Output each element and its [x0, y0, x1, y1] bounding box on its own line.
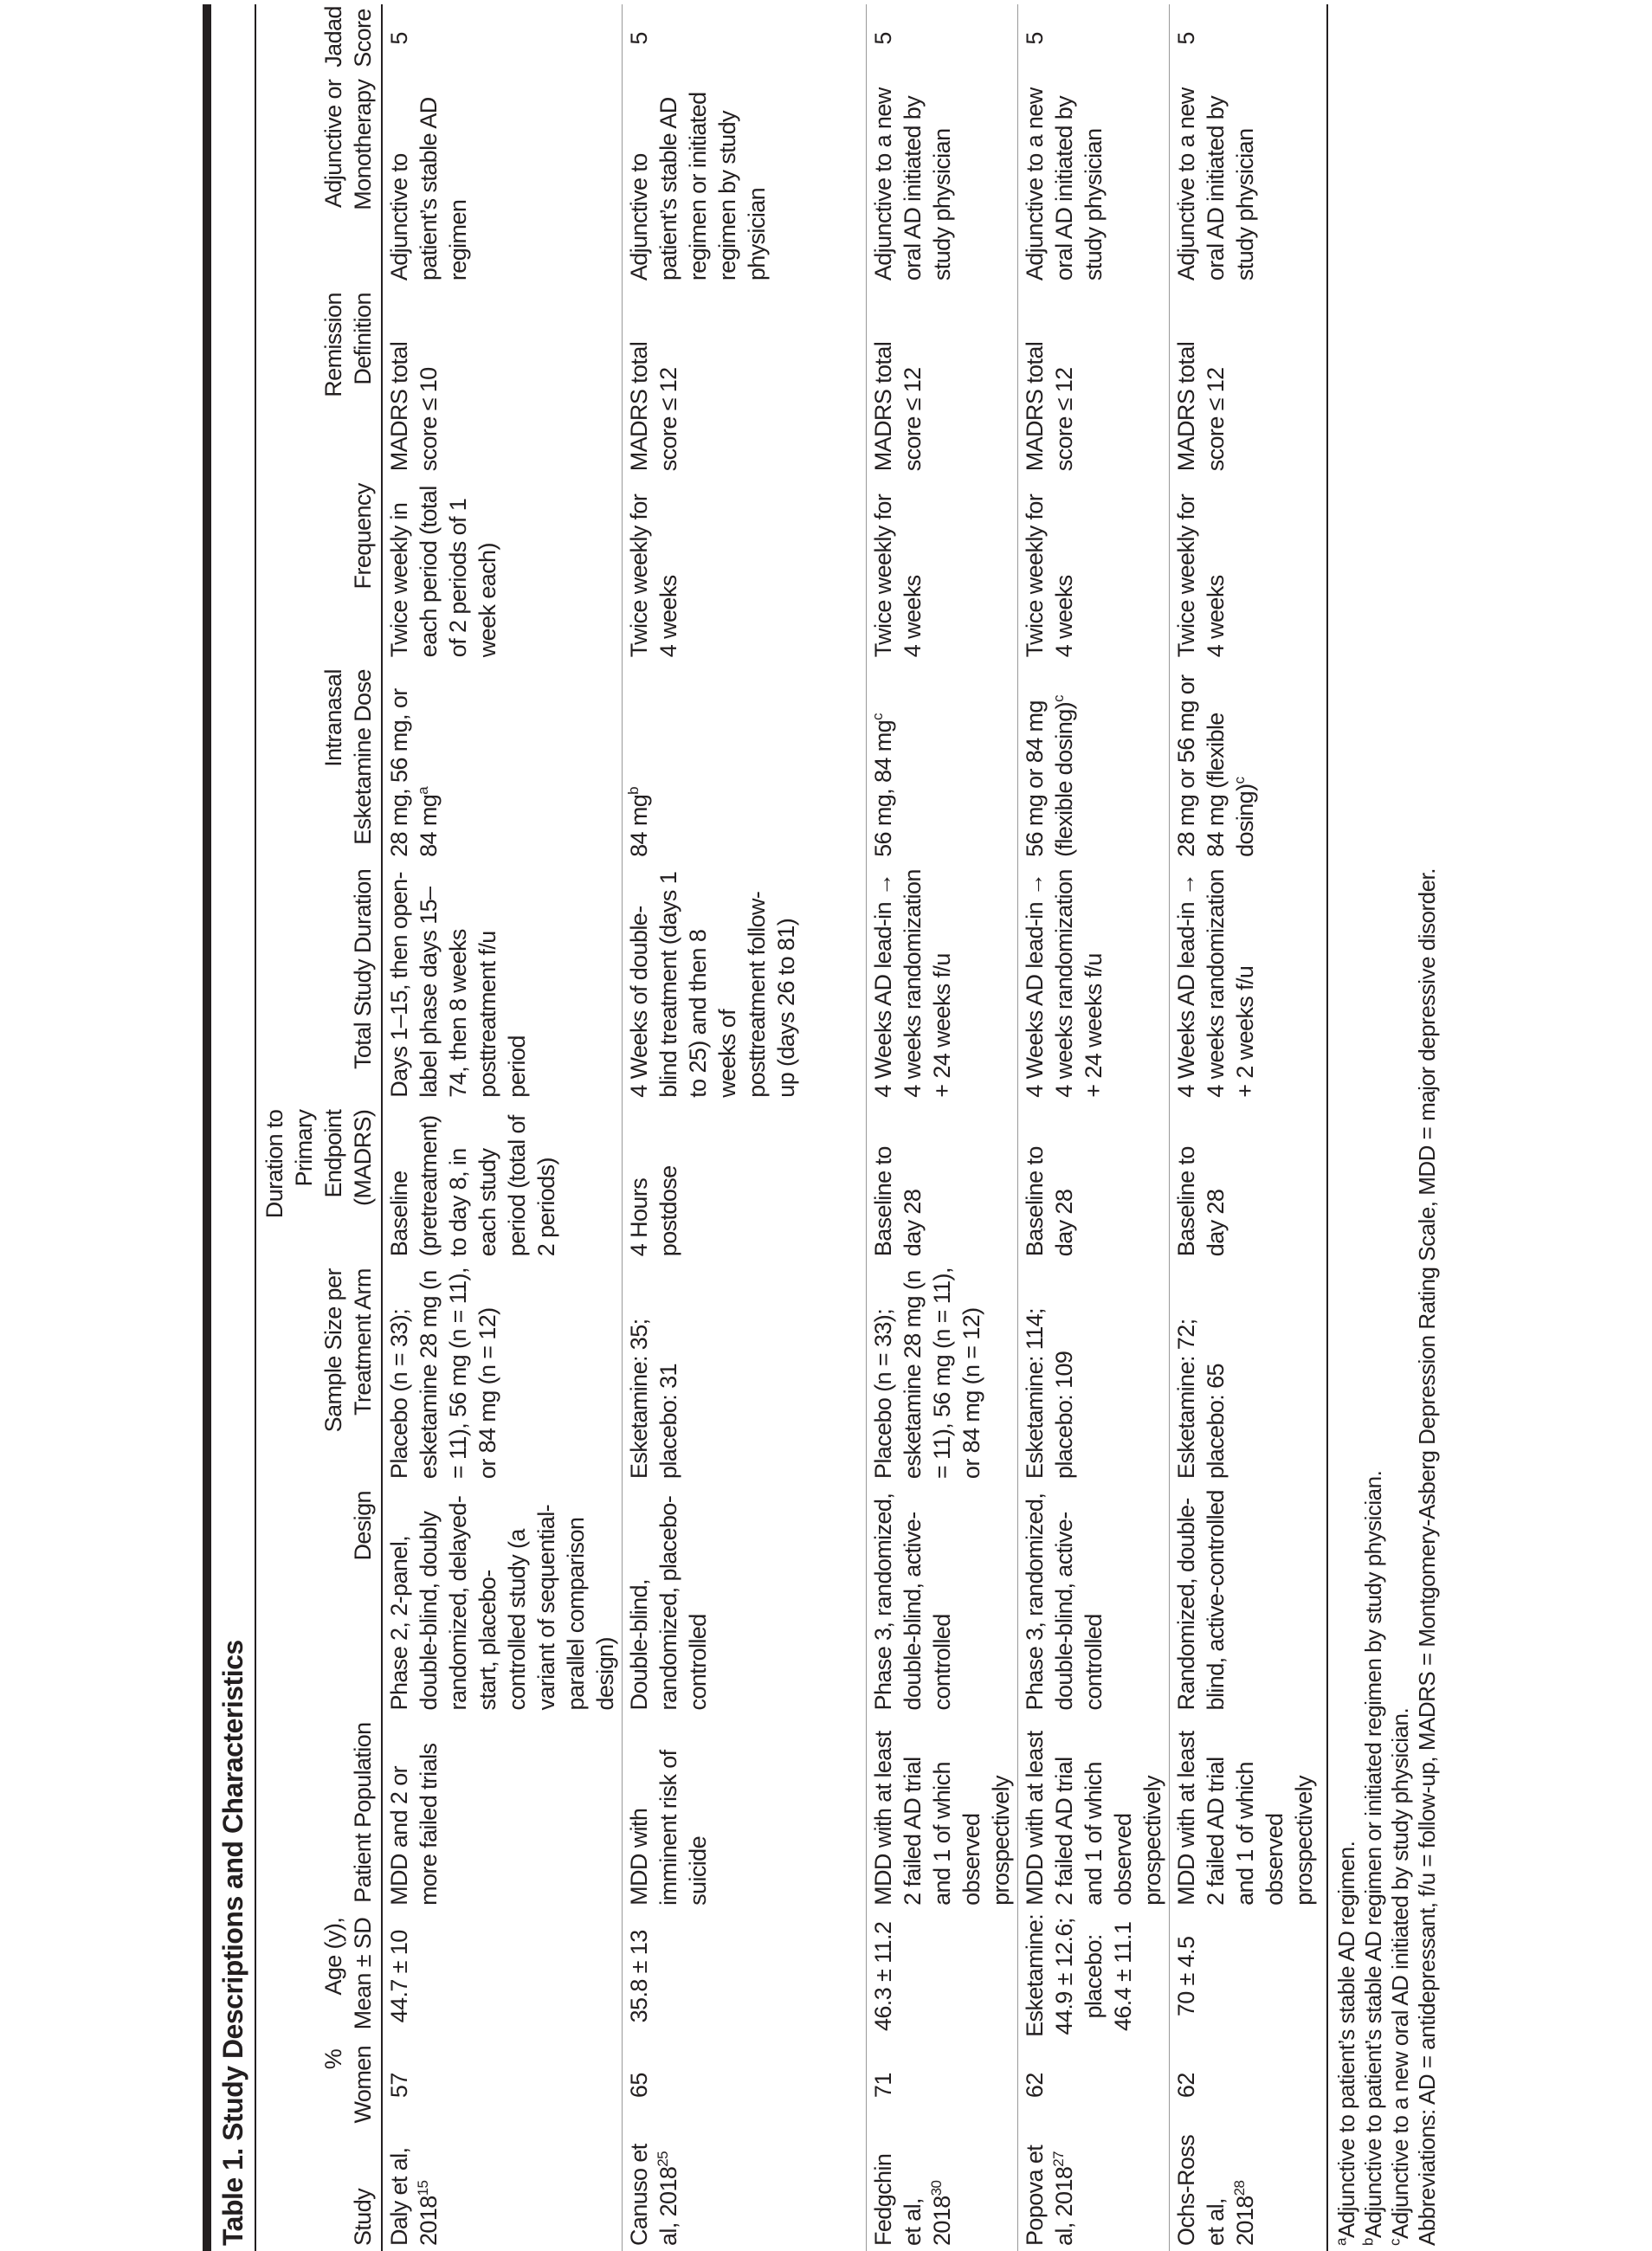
reference-superscript: 30	[928, 2180, 945, 2196]
cell-adjunctive	[867, 73, 1018, 286]
cell-design	[1018, 1484, 1170, 1715]
footnote-marker: b	[625, 786, 642, 795]
women-text: 57	[386, 2073, 412, 2099]
age-text: 46.3 ± 11.2	[870, 1921, 896, 2032]
total-text: 4 Weeks AD lead-in → 4 weeks randomization + 24 weeks f/u	[870, 869, 955, 1098]
women-text: 62	[1173, 2073, 1199, 2099]
design-text: Phase 3, randomized, double-blind, active-controlled	[870, 1493, 955, 1711]
cell-women	[867, 2042, 1018, 2129]
cell-design	[1170, 1484, 1327, 1715]
column-header: Adjunctive or Monotherapy	[255, 73, 382, 286]
reference-superscript: 25	[655, 2151, 671, 2167]
primary-text: Baseline to day 28	[1173, 1146, 1229, 1257]
footnotes	[1328, 4, 1446, 2251]
column-header: Remission Definition	[255, 286, 382, 476]
remission-text: MADRS total score ≤ 12	[1022, 341, 1077, 472]
table-row	[867, 4, 1018, 2251]
total-text: 4 Weeks of double-blind treatment (days 1 to 25) and then 8 weeks of posttreatment follow-up (days 26 to 81)	[626, 871, 799, 1098]
adjunctive-text: Adjunctive to patient’s stable AD regimen	[386, 97, 471, 281]
cell-study	[1018, 2128, 1170, 2251]
population-text: MDD with at least 2 failed AD trial and 1 of which observed prospectively	[1173, 1731, 1317, 1906]
adjunctive-text: Adjunctive to a new oral AD initiated by study physician	[870, 87, 955, 281]
cell-remission	[1018, 286, 1170, 476]
footnote	[1333, 10, 1360, 2246]
footnote-marker: c	[1385, 2239, 1403, 2246]
cell-study	[1170, 2128, 1327, 2251]
cell-dose	[382, 662, 623, 862]
cell-jadad	[623, 4, 867, 73]
cell-population	[623, 1715, 867, 1910]
table-row	[382, 4, 623, 2251]
age-text: 44.7 ± 10	[386, 1930, 412, 2023]
cell-age	[623, 1911, 867, 2042]
sample-text: Esketamine: 35; placebo: 31	[626, 1319, 681, 1480]
footnote	[1360, 10, 1387, 2246]
sample-text: Esketamine: 72; placebo: 65	[1173, 1319, 1229, 1480]
cell-sample	[867, 1261, 1018, 1484]
cell-frequency	[382, 476, 623, 662]
women-text: 65	[626, 2073, 652, 2099]
adjunctive-text: Adjunctive to a new oral AD initiated by study physician	[1173, 87, 1258, 281]
cell-frequency	[1018, 476, 1170, 662]
study-text: Ochs-Ross et al, 2018	[1173, 2134, 1258, 2246]
age-text: 35.8 ± 13	[626, 1930, 652, 2023]
total-text: Days 1–15, then open-label phase days 15–74, then 8 weeks posttreatment f/u period	[386, 872, 530, 1098]
cell-age	[867, 1911, 1018, 2042]
table-title: Table 1. Study Descriptions and Characteristics	[217, 1640, 248, 2246]
footnote	[1387, 10, 1414, 2246]
cell-women	[382, 2042, 623, 2129]
footnote-text: Adjunctive to a new oral AD initiated by study physician.	[1386, 1707, 1413, 2239]
dose-text: 84 mg	[626, 794, 652, 857]
frequency-text: Twice weekly for 4 weeks	[1173, 493, 1229, 658]
population-text: MDD and 2 or more failed trials	[386, 1743, 442, 1906]
footnote-marker: c	[869, 713, 886, 720]
dose-text: 56 mg, 84 mg	[870, 719, 896, 857]
cell-primary	[1170, 1103, 1327, 1261]
cell-remission	[382, 286, 623, 476]
remission-text: MADRS total score ≤ 12	[870, 341, 926, 472]
jadad-text: 5	[626, 32, 652, 45]
population-text: MDD with at least 2 failed AD trial and 1 of which observed prospectively	[870, 1731, 1014, 1906]
study-table	[255, 4, 1328, 2251]
design-text: Phase 2, 2-panel, double-blind, doubly randomized, delayed-start, placebo-controlled study (a variant of sequential-parallel comparison design)	[386, 1495, 618, 1711]
cell-jadad	[1018, 4, 1170, 73]
reference-superscript: 28	[1231, 2180, 1248, 2196]
column-header: Design	[255, 1484, 382, 1715]
cell-frequency	[623, 476, 867, 662]
cell-adjunctive	[382, 73, 623, 286]
design-text: Phase 3, randomized, double-blind, active-controlled	[1022, 1493, 1107, 1711]
sample-text: Esketamine: 114; placebo: 109	[1022, 1308, 1077, 1480]
cell-design	[382, 1484, 623, 1715]
cell-population	[1018, 1715, 1170, 1910]
women-text: 62	[1022, 2073, 1048, 2099]
cell-total	[623, 862, 867, 1103]
cell-jadad	[382, 4, 623, 73]
adjunctive-text: Adjunctive to patient’s stable AD regimen or initiated regimen by study physician	[626, 92, 770, 281]
study-text: Canuso et al, 2018	[626, 2144, 681, 2246]
jadad-text: 5	[386, 32, 412, 45]
cell-jadad	[1170, 4, 1327, 73]
cell-study	[867, 2128, 1018, 2251]
remission-text: MADRS total score ≤ 12	[626, 341, 681, 472]
cell-remission	[867, 286, 1018, 476]
dose-text: 28 mg, 56 mg, or 84 mg	[386, 688, 442, 857]
cell-total	[382, 862, 623, 1103]
column-header: Total Study Duration	[255, 862, 382, 1103]
footnote-marker: a	[415, 786, 431, 795]
adjunctive-text: Adjunctive to a new oral AD initiated by study physician	[1022, 87, 1107, 281]
cell-sample	[1018, 1261, 1170, 1484]
column-header: % Women	[255, 2042, 382, 2129]
cell-remission	[623, 286, 867, 476]
column-header: Patient Population	[255, 1715, 382, 1910]
column-header: Age (y), Mean ± SD	[255, 1911, 382, 2042]
table-row	[623, 4, 867, 2251]
rotated-table-page	[201, 4, 1440, 2251]
column-header: Intranasal Esketamine Dose	[255, 662, 382, 862]
cell-population	[382, 1715, 623, 1910]
cell-jadad	[867, 4, 1018, 73]
cell-sample	[382, 1261, 623, 1484]
cell-primary	[623, 1103, 867, 1261]
total-text: 4 Weeks AD lead-in → 4 weeks randomization + 24 weeks f/u	[1022, 869, 1107, 1098]
footnote-marker: a	[1332, 2238, 1349, 2246]
cell-women	[1018, 2042, 1170, 2129]
population-text: MDD with at least 2 failed AD trial and 1 of which observed prospectively	[1022, 1731, 1165, 1906]
footnote-text: Adjunctive to patient’s stable AD regimen.	[1333, 1841, 1359, 2239]
cell-women	[1170, 2042, 1327, 2129]
cell-age	[1018, 1911, 1170, 2042]
footnote	[1414, 10, 1441, 2246]
cell-age	[382, 1911, 623, 2042]
reference-superscript: 27	[1050, 2151, 1067, 2167]
header-row	[255, 4, 382, 2251]
footnote-marker: c	[1231, 777, 1248, 784]
column-header: Duration to Primary Endpoint (MADRS)	[255, 1103, 382, 1261]
primary-text: 4 Hours postdose	[626, 1165, 681, 1257]
frequency-text: Twice weekly in each period (total of 2 periods of 1 week each)	[386, 486, 500, 658]
footnote-marker: c	[1050, 695, 1067, 702]
frequency-text: Twice weekly for 4 weeks	[626, 493, 681, 658]
cell-age	[1170, 1911, 1327, 2042]
footnote-text: Adjunctive to patient’s stable AD regimen or initiated regimen by study physician.	[1359, 1470, 1386, 2239]
primary-text: Baseline to day 28	[1022, 1146, 1077, 1257]
cell-sample	[623, 1261, 867, 1484]
remission-text: MADRS total score ≤ 12	[1173, 341, 1229, 472]
study-text: Popova et al, 2018	[1022, 2145, 1077, 2246]
cell-women	[623, 2042, 867, 2129]
jadad-text: 5	[1173, 32, 1199, 45]
cell-primary	[382, 1103, 623, 1261]
cell-adjunctive	[1018, 73, 1170, 286]
cell-dose	[867, 662, 1018, 862]
cell-adjunctive	[1170, 73, 1327, 286]
column-header: Study	[255, 2128, 382, 2251]
population-text: MDD with imminent risk of suicide	[626, 1750, 711, 1906]
column-header: Sample Size per Treatment Arm	[255, 1261, 382, 1484]
top-rule	[203, 4, 211, 2251]
cell-frequency	[1170, 476, 1327, 662]
jadad-text: 5	[870, 32, 896, 45]
total-text: 4 Weeks AD lead-in → 4 weeks randomization + 2 weeks f/u	[1173, 869, 1258, 1098]
design-text: Double-blind, randomized, placebo-controlled	[626, 1495, 711, 1711]
age-text: Esketamine: 44.9 ± 12.6; placebo: 46.4 ± 11.1	[1022, 1913, 1136, 2037]
cell-population	[1170, 1715, 1327, 1910]
primary-text: Baseline to day 28	[870, 1146, 926, 1257]
frequency-text: Twice weekly for 4 weeks	[1022, 493, 1077, 658]
cell-primary	[1018, 1103, 1170, 1261]
study-text: Daly et al, 2018	[386, 2147, 442, 2246]
age-text: 70 ± 4.5	[1173, 1936, 1199, 2017]
remission-text: MADRS total score ≤ 10	[386, 341, 442, 472]
frequency-text: Twice weekly for 4 weeks	[870, 493, 926, 658]
table-row	[1018, 4, 1170, 2251]
sample-text: Placebo (n = 33); esketamine 28 mg (n = 11), 56 mg (n = 11), or 84 mg (n = 12)	[870, 1267, 984, 1480]
dose-text: 28 mg or 56 mg or 84 mg (flexible dosing)	[1173, 674, 1258, 857]
cell-total	[867, 862, 1018, 1103]
cell-total	[1170, 862, 1327, 1103]
cell-dose	[1170, 662, 1327, 862]
cell-study	[623, 2128, 867, 2251]
cell-dose	[623, 662, 867, 862]
cell-remission	[1170, 286, 1327, 476]
cell-primary	[867, 1103, 1018, 1261]
sample-text: Placebo (n = 33); esketamine 28 mg (n = 11), 56 mg (n = 11), or 84 mg (n = 12)	[386, 1267, 500, 1480]
cell-design	[867, 1484, 1018, 1715]
primary-text: Baseline (pretreatment) to day 8, in each study period (total of 2 periods)	[386, 1115, 559, 1257]
dose-text: 56 mg or 84 mg (flexible dosing)	[1022, 700, 1077, 857]
cell-frequency	[867, 476, 1018, 662]
cell-study	[382, 2128, 623, 2251]
jadad-text: 5	[1022, 32, 1048, 45]
column-header: Jadad Score	[255, 4, 382, 73]
cell-dose	[1018, 662, 1170, 862]
women-text: 71	[870, 2073, 896, 2099]
cell-design	[623, 1484, 867, 1715]
column-header: Frequency	[255, 476, 382, 662]
footnote-marker: b	[1358, 2238, 1376, 2246]
design-text: Randomized, double-blind, active-controlled	[1173, 1490, 1229, 1711]
cell-adjunctive	[623, 73, 867, 286]
cell-total	[1018, 862, 1170, 1103]
cell-sample	[1170, 1261, 1327, 1484]
footnote-text: Abbreviations: AD = antidepressant, f/u = follow-up, MADRS = Montgomery-Asberg Depression Rating Scale, MDD = major depressive disorder.	[1413, 868, 1440, 2246]
reference-superscript: 15	[415, 2180, 431, 2196]
table-row	[1170, 4, 1327, 2251]
study-text: Fedgchin et al, 2018	[870, 2153, 955, 2246]
cell-population	[867, 1715, 1018, 1910]
